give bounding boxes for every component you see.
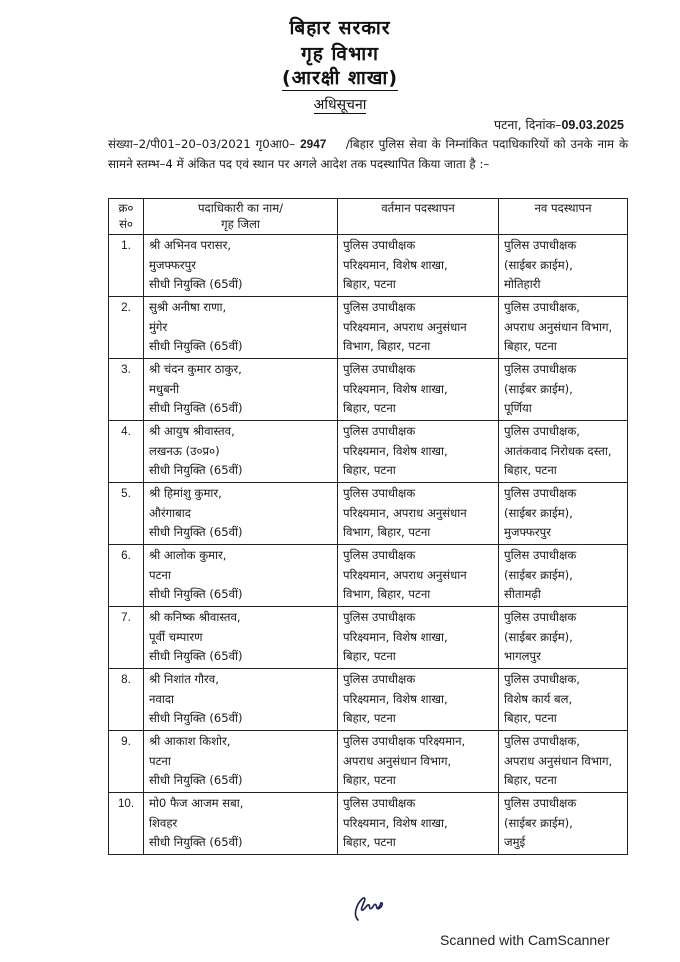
cell-new-posting-line: मोतिहारी: [504, 277, 541, 291]
cell-current-posting-line: बिहार, पटना: [343, 773, 396, 787]
cell-current-posting-line: अपराध अनुसंधान विभाग,: [343, 753, 452, 768]
cell-new-posting-line: पुलिस उपाधीक्षक: [504, 362, 577, 376]
cell-new-posting: [499, 235, 628, 297]
cell-name-line: सुश्री अनीषा राणा,: [149, 300, 227, 314]
posting-table: [108, 198, 628, 855]
cell-current-posting: [338, 359, 499, 421]
government-title: बिहार सरकार: [289, 17, 391, 39]
cell-new-posting-line: (साईबर क्राईम),: [504, 815, 573, 830]
header-name: [144, 199, 338, 235]
cell-current-posting-line: परिक्ष्यमान, विशेष शाखा,: [343, 629, 448, 644]
cell-current-posting-line: पुलिस उपाधीक्षक: [343, 796, 416, 810]
cell-name-line: सीधी नियुक्ति (65वीं): [149, 773, 243, 787]
cell-name-line: औरंगाबाद: [149, 505, 191, 520]
notification-heading: [0, 95, 680, 114]
date-value: 09.03.2025: [561, 118, 624, 132]
cell-current-posting-line: परिक्ष्यमान, विशेष शाखा,: [343, 257, 448, 272]
cell-name: [144, 793, 338, 855]
cell-name-line: सीधी नियुक्ति (65वीं): [149, 711, 243, 725]
cell-new-posting: [499, 421, 628, 483]
cell-serial: 5.: [109, 483, 144, 545]
cell-new-posting: [499, 297, 628, 359]
cell-name-line: सीधी नियुक्ति (65वीं): [149, 401, 243, 415]
intro-text: /बिहार पुलिस सेवा के निम्नांकित पदाधिकारियों को उनके नाम के सामने स्तम्भ–4 में अंकित पद एवं स्थान पर अगले आदेश तक पदस्थापित किया जाता है :–: [108, 137, 629, 171]
reference-number: 2947: [300, 137, 327, 151]
cell-name-line: श्री कनिष्क श्रीवास्तव,: [149, 610, 241, 624]
cell-new-posting-line: भागलपुर: [504, 649, 541, 663]
cell-serial: 1.: [109, 235, 144, 297]
cell-serial: 9.: [109, 731, 144, 793]
table-body: [109, 235, 628, 855]
cell-name-line: श्री आकाश किशोर,: [149, 734, 231, 748]
cell-name: [144, 297, 338, 359]
cell-name: [144, 731, 338, 793]
table-row: [109, 297, 628, 359]
cell-new-posting-line: बिहार, पटना: [504, 463, 557, 477]
cell-name-line: श्री आलोक कुमार,: [149, 548, 227, 562]
date-line: [494, 116, 624, 133]
cell-current-posting: [338, 297, 499, 359]
cell-current-posting: [338, 731, 499, 793]
cell-serial: 2.: [109, 297, 144, 359]
cell-name-line: मधुबनी: [149, 381, 180, 396]
table-row: [109, 359, 628, 421]
cell-name-line: मुंगेर: [149, 319, 168, 334]
cell-new-posting-line: सीतामढ़ी: [504, 587, 541, 601]
cell-new-posting-line: अपराध अनुसंधान विभाग,: [504, 753, 613, 768]
cell-new-posting-line: (साईबर क्राईम),: [504, 505, 573, 520]
cell-current-posting-line: परिक्ष्यमान, अपराध अनुसंधान: [343, 319, 467, 334]
header-name-line2: गृह जिला: [221, 217, 260, 231]
table-row: [109, 607, 628, 669]
cell-current-posting: [338, 421, 499, 483]
cell-new-posting: [499, 483, 628, 545]
cell-current-posting-line: विभाग, बिहार, पटना: [343, 339, 431, 353]
header-name-line1: पदाधिकारी का नाम/: [197, 201, 284, 215]
cell-serial: 10.: [109, 793, 144, 855]
cell-name-line: श्री हिमांशु कुमार,: [149, 486, 222, 500]
cell-name-line: पटना: [149, 567, 171, 582]
cell-current-posting-line: पुलिस उपाधीक्षक: [343, 424, 416, 438]
cell-current-posting-line: परिक्ष्यमान, विशेष शाखा,: [343, 381, 448, 396]
cell-new-posting: [499, 731, 628, 793]
cell-name-line: श्री निशांत गौरव,: [149, 672, 219, 686]
table-header-row: [109, 199, 628, 235]
header-serial: [109, 199, 144, 235]
cell-name: [144, 359, 338, 421]
cell-new-posting-line: बिहार, पटना: [504, 339, 557, 353]
branch-title: [0, 64, 680, 90]
cell-new-posting-line: विशेष कार्य बल,: [504, 691, 573, 706]
cell-name-line: पूर्वी चम्पारण: [149, 629, 203, 644]
cell-name: [144, 235, 338, 297]
cell-new-posting-line: पुलिस उपाधीक्षक: [504, 548, 577, 562]
cell-name: [144, 483, 338, 545]
cell-name-line: सीधी नियुक्ति (65वीं): [149, 835, 243, 849]
cell-current-posting: [338, 235, 499, 297]
cell-current-posting-line: पुलिस उपाधीक्षक: [343, 362, 416, 376]
table-row: [109, 235, 628, 297]
cell-current-posting-line: परिक्ष्यमान, विशेष शाखा,: [343, 815, 448, 830]
table-row: [109, 731, 628, 793]
reference-prefix: संख्या–2/पी01–20–03/2021 गृ0आ0–: [108, 137, 296, 151]
table-row: [109, 669, 628, 731]
cell-current-posting-line: बिहार, पटना: [343, 463, 396, 477]
table-row: [109, 793, 628, 855]
cell-name-line: श्री अभिनव परासर,: [149, 238, 232, 252]
cell-new-posting-line: जमुई: [504, 835, 526, 849]
cell-new-posting-line: आतंकवाद निरोधक दस्ता,: [504, 443, 612, 458]
department-title: गृह विभाग: [301, 43, 379, 65]
table-row: [109, 545, 628, 607]
cell-current-posting-line: पुलिस उपाधीक्षक: [343, 672, 416, 686]
header-serial-line1: क्र०: [118, 201, 134, 215]
cell-current-posting: [338, 669, 499, 731]
cell-name: [144, 421, 338, 483]
cell-name-line: सीधी नियुक्ति (65वीं): [149, 277, 243, 291]
cell-serial: 8.: [109, 669, 144, 731]
cell-new-posting-line: पुलिस उपाधीक्षक: [504, 238, 577, 252]
cell-current-posting-line: पुलिस उपाधीक्षक परिक्ष्यमान,: [343, 734, 466, 748]
cell-current-posting-line: बिहार, पटना: [343, 649, 396, 663]
cell-new-posting-line: पुलिस उपाधीक्षक: [504, 610, 577, 624]
header-current-posting: वर्तमान पदस्थापन: [338, 199, 499, 235]
cell-current-posting-line: बिहार, पटना: [343, 401, 396, 415]
cell-current-posting: [338, 793, 499, 855]
cell-name-line: श्री चंदन कुमार ठाकुर,: [149, 362, 242, 376]
cell-name-line: मुजफ्फरपुर: [149, 257, 196, 272]
cell-serial: 3.: [109, 359, 144, 421]
cell-serial: 4.: [109, 421, 144, 483]
cell-current-posting-line: परिक्ष्यमान, अपराध अनुसंधान: [343, 505, 467, 520]
cell-current-posting-line: परिक्ष्यमान, अपराध अनुसंधान: [343, 567, 467, 582]
cell-current-posting: [338, 607, 499, 669]
cell-current-posting-line: पुलिस उपाधीक्षक: [343, 238, 416, 252]
cell-name-line: सीधी नियुक्ति (65वीं): [149, 339, 243, 353]
cell-current-posting-line: बिहार, पटना: [343, 277, 396, 291]
header-serial-line2: सं०: [119, 217, 133, 231]
cell-new-posting: [499, 793, 628, 855]
cell-new-posting-line: पुलिस उपाधीक्षक,: [504, 424, 580, 438]
intro-paragraph: [108, 134, 628, 174]
cell-name: [144, 607, 338, 669]
cell-name-line: सीधी नियुक्ति (65वीं): [149, 525, 243, 539]
camscanner-watermark: Scanned with CamScanner: [440, 932, 610, 948]
cell-name-line: शिवहर: [149, 815, 178, 830]
cell-new-posting: [499, 607, 628, 669]
cell-current-posting-line: परिक्ष्यमान, विशेष शाखा,: [343, 691, 448, 706]
cell-current-posting-line: पुलिस उपाधीक्षक: [343, 610, 416, 624]
notification-heading-text: अधिसूचना: [313, 97, 367, 113]
cell-new-posting-line: (साईबर क्राईम),: [504, 567, 573, 582]
cell-new-posting-line: (साईबर क्राईम),: [504, 381, 573, 396]
cell-new-posting: [499, 359, 628, 421]
cell-new-posting-line: पुलिस उपाधीक्षक: [504, 796, 577, 810]
cell-new-posting-line: पुलिस उपाधीक्षक,: [504, 734, 580, 748]
cell-name-line: मो0 फैज आजम सबा,: [149, 796, 244, 810]
cell-serial: 7.: [109, 607, 144, 669]
cell-name-line: सीधी नियुक्ति (65वीं): [149, 587, 243, 601]
cell-current-posting-line: विभाग, बिहार, पटना: [343, 587, 431, 601]
cell-current-posting-line: बिहार, पटना: [343, 835, 396, 849]
cell-current-posting-line: पुलिस उपाधीक्षक: [343, 300, 416, 314]
branch-title-text: (आरक्षी शाखा): [281, 67, 399, 89]
cell-serial: 6.: [109, 545, 144, 607]
cell-new-posting: [499, 669, 628, 731]
cell-new-posting-line: बिहार, पटना: [504, 773, 557, 787]
cell-current-posting-line: परिक्ष्यमान, विशेष शाखा,: [343, 443, 448, 458]
cell-current-posting: [338, 545, 499, 607]
cell-current-posting-line: विभाग, बिहार, पटना: [343, 525, 431, 539]
cell-current-posting-line: पुलिस उपाधीक्षक: [343, 548, 416, 562]
header-new-posting: नव पदस्थापन: [499, 199, 628, 235]
signature-icon: [350, 893, 386, 923]
cell-name: [144, 545, 338, 607]
cell-new-posting-line: (साईबर क्राईम),: [504, 257, 573, 272]
cell-new-posting-line: बिहार, पटना: [504, 711, 557, 725]
table-row: [109, 421, 628, 483]
cell-name: [144, 669, 338, 731]
cell-name-line: सीधी नियुक्ति (65वीं): [149, 649, 243, 663]
cell-new-posting-line: पुलिस उपाधीक्षक,: [504, 300, 580, 314]
cell-name-line: श्री आयुष श्रीवास्तव,: [149, 424, 235, 438]
cell-name-line: लखनऊ (उ०प्र०): [149, 443, 220, 458]
cell-current-posting-line: बिहार, पटना: [343, 711, 396, 725]
cell-new-posting-line: मुजफ्फरपुर: [504, 525, 551, 539]
cell-new-posting: [499, 545, 628, 607]
cell-new-posting-line: पुलिस उपाधीक्षक,: [504, 672, 580, 686]
cell-name-line: पटना: [149, 753, 171, 768]
cell-current-posting: [338, 483, 499, 545]
cell-current-posting-line: पुलिस उपाधीक्षक: [343, 486, 416, 500]
cell-name-line: नवादा: [149, 691, 175, 706]
cell-new-posting-line: (साईबर क्राईम),: [504, 629, 573, 644]
cell-new-posting-line: अपराध अनुसंधान विभाग,: [504, 319, 613, 334]
cell-name-line: सीधी नियुक्ति (65वीं): [149, 463, 243, 477]
date-place: पटना, दिनांक–: [494, 117, 562, 132]
cell-new-posting-line: पूर्णिया: [504, 401, 532, 415]
cell-new-posting-line: पुलिस उपाधीक्षक: [504, 486, 577, 500]
table-row: [109, 483, 628, 545]
